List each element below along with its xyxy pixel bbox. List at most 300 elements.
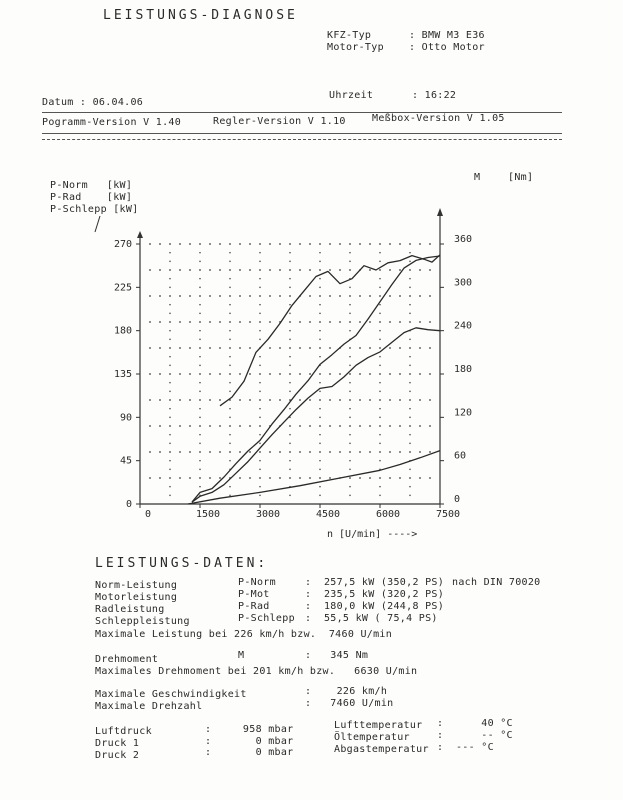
grid-dot xyxy=(349,373,351,375)
grid-dot xyxy=(209,425,211,427)
grid-dot xyxy=(379,443,381,445)
grid-dot xyxy=(219,451,221,453)
grid-dot xyxy=(429,373,431,375)
grid-dot xyxy=(259,269,261,271)
grid-dot xyxy=(379,321,381,323)
grid-dot xyxy=(299,269,301,271)
grid-dot xyxy=(309,477,311,479)
grid-dot xyxy=(179,399,181,401)
grid-dot xyxy=(389,295,391,297)
daten-row-val: : 180,0 kW (244,8 PS) xyxy=(305,601,445,612)
grid-dot xyxy=(319,356,321,358)
grid-dot xyxy=(249,425,251,427)
grid-dot xyxy=(409,495,411,497)
grid-dot xyxy=(209,477,211,479)
grid-dot xyxy=(149,477,151,479)
grid-dot xyxy=(149,425,151,427)
max-drehzahl-value: : 7460 U/min xyxy=(305,698,394,709)
grid-dot xyxy=(409,443,411,445)
grid-dot xyxy=(189,451,191,453)
grid-dot xyxy=(319,347,321,349)
grid-dot xyxy=(229,408,231,410)
max-drehmoment: Maximales Drehmoment bei 201 km/h bzw. 6630 U/min xyxy=(95,666,418,677)
grid-dot xyxy=(349,365,351,367)
grid-dot xyxy=(289,434,291,436)
grid-dot xyxy=(379,356,381,358)
grid-dot xyxy=(169,261,171,263)
grid-dot xyxy=(209,373,211,375)
grid-dot xyxy=(409,252,411,254)
grid-dot xyxy=(259,304,261,306)
grid-dot xyxy=(149,451,151,453)
grid-dot xyxy=(379,373,381,375)
grid-dot xyxy=(199,252,201,254)
grid-dot xyxy=(349,451,351,453)
grid-dot xyxy=(349,477,351,479)
y-left-tick-label: 270 xyxy=(113,239,132,250)
grid-dot xyxy=(419,269,421,271)
grid-dot xyxy=(309,269,311,271)
legend-p-rad: P-Rad [kW] xyxy=(50,192,133,203)
grid-dot xyxy=(259,434,261,436)
grid-dot xyxy=(429,243,431,245)
abgastemp-value: : --- °C xyxy=(437,742,494,753)
grid-dot xyxy=(199,460,201,462)
grid-dot xyxy=(229,373,231,375)
grid-dot xyxy=(169,495,171,497)
grid-dot xyxy=(259,417,261,419)
grid-dot xyxy=(419,321,421,323)
grid-dot xyxy=(169,460,171,462)
grid-dot xyxy=(269,373,271,375)
grid-dot xyxy=(409,295,411,297)
grid-dot xyxy=(429,321,431,323)
grid-dot xyxy=(199,365,201,367)
grid-dot xyxy=(269,477,271,479)
grid-dot xyxy=(369,269,371,271)
grid-dot xyxy=(189,269,191,271)
grid-dot xyxy=(319,477,321,479)
grid-dot xyxy=(229,287,231,289)
grid-dot xyxy=(159,451,161,453)
grid-dot xyxy=(379,425,381,427)
grid-dot xyxy=(169,417,171,419)
grid-dot xyxy=(349,269,351,271)
grid-dot xyxy=(159,425,161,427)
grid-dot xyxy=(349,460,351,462)
legend-p-norm: P-Norm [kW] xyxy=(50,180,133,191)
grid-dot xyxy=(429,399,431,401)
motor-label: Motor-Typ xyxy=(327,42,384,53)
grid-dot xyxy=(329,373,331,375)
grid-dot xyxy=(319,460,321,462)
grid-dot xyxy=(409,399,411,401)
grid-dot xyxy=(229,365,231,367)
grid-dot xyxy=(259,408,261,410)
grid-dot xyxy=(169,399,171,401)
grid-dot xyxy=(269,295,271,297)
grid-dot xyxy=(169,373,171,375)
grid-dot xyxy=(169,356,171,358)
grid-dot xyxy=(289,443,291,445)
grid-dot xyxy=(199,477,201,479)
grid-dot xyxy=(359,321,361,323)
grid-dot xyxy=(339,425,341,427)
grid-dot xyxy=(199,287,201,289)
grid-dot xyxy=(359,425,361,427)
grid-dot xyxy=(389,269,391,271)
grid-dot xyxy=(259,443,261,445)
grid-dot xyxy=(159,321,161,323)
grid-dot xyxy=(289,365,291,367)
grid-dot xyxy=(219,425,221,427)
grid-dot xyxy=(299,373,301,375)
grid-dot xyxy=(309,451,311,453)
grid-dot xyxy=(379,365,381,367)
x-tick-label: 4500 xyxy=(315,509,341,520)
grid-dot xyxy=(199,391,201,393)
grid-dot xyxy=(419,477,421,479)
grid-dot xyxy=(169,252,171,254)
grid-dot xyxy=(269,399,271,401)
grid-dot xyxy=(239,373,241,375)
grid-dot xyxy=(169,278,171,280)
grid-dot xyxy=(419,373,421,375)
daten-title: LEISTUNGS-DATEN: xyxy=(95,556,269,571)
grid-dot xyxy=(259,330,261,332)
grid-dot xyxy=(259,313,261,315)
datum: Datum : 06.04.06 xyxy=(42,97,144,108)
grid-dot xyxy=(409,434,411,436)
oeltemp-label: Öltemperatur xyxy=(334,732,410,743)
grid-dot xyxy=(409,304,411,306)
grid-dot xyxy=(259,460,261,462)
grid-dot xyxy=(349,313,351,315)
grid-dot xyxy=(179,321,181,323)
grid-dot xyxy=(189,243,191,245)
grid-dot xyxy=(329,321,331,323)
grid-dot xyxy=(349,382,351,384)
grid-dot xyxy=(319,391,321,393)
grid-dot xyxy=(229,313,231,315)
uhrzeit-value: : 16:22 xyxy=(412,90,457,101)
grid-dot xyxy=(369,373,371,375)
grid-dot xyxy=(319,443,321,445)
y-right-tick-label: 300 xyxy=(454,277,473,289)
grid-dot xyxy=(289,495,291,497)
y-right-tick-label: 0 xyxy=(454,494,461,505)
grid-dot xyxy=(179,269,181,271)
grid-dot xyxy=(199,304,201,306)
grid-dot xyxy=(259,477,261,479)
grid-dot xyxy=(269,321,271,323)
grid-dot xyxy=(359,243,361,245)
grid-dot xyxy=(259,469,261,471)
grid-dot xyxy=(399,347,401,349)
grid-dot xyxy=(169,330,171,332)
grid-dot xyxy=(379,330,381,332)
grid-dot xyxy=(409,451,411,453)
grid-dot xyxy=(159,477,161,479)
grid-dot xyxy=(159,399,161,401)
kfz-label: KFZ-Typ xyxy=(327,30,372,41)
daten-row-val: : 257,5 kW (350,2 PS) xyxy=(305,577,445,588)
grid-dot xyxy=(399,321,401,323)
grid-dot xyxy=(149,321,151,323)
grid-dot xyxy=(149,269,151,271)
grid-dot xyxy=(179,243,181,245)
grid-dot xyxy=(249,321,251,323)
grid-dot xyxy=(329,347,331,349)
grid-dot xyxy=(339,399,341,401)
grid-dot xyxy=(409,269,411,271)
grid-dot xyxy=(369,451,371,453)
grid-dot xyxy=(199,469,201,471)
y-right-tick-label: 360 xyxy=(454,234,473,245)
grid-dot xyxy=(429,477,431,479)
grid-dot xyxy=(379,304,381,306)
grid-dot xyxy=(169,269,171,271)
grid-dot xyxy=(399,425,401,427)
grid-dot xyxy=(169,469,171,471)
grid-dot xyxy=(369,347,371,349)
y-left-tick-label: 90 xyxy=(119,412,132,424)
grid-dot xyxy=(379,287,381,289)
grid-dot xyxy=(319,243,321,245)
grid-dot xyxy=(319,304,321,306)
grid-dot xyxy=(219,321,221,323)
grid-dot xyxy=(279,295,281,297)
grid-dot xyxy=(229,434,231,436)
grid-dot xyxy=(249,451,251,453)
grid-dot xyxy=(329,451,331,453)
grid-dot xyxy=(199,417,201,419)
grid-dot xyxy=(389,477,391,479)
x-tick-label: 0 xyxy=(144,509,152,520)
y-left-tick-label: 225 xyxy=(113,282,132,294)
grid-dot xyxy=(379,243,381,245)
grid-dot xyxy=(309,321,311,323)
grid-dot xyxy=(199,347,201,349)
grid-dot xyxy=(299,451,301,453)
grid-dot xyxy=(289,425,291,427)
grid-dot xyxy=(279,243,281,245)
grid-dot xyxy=(349,391,351,393)
grid-dot xyxy=(289,304,291,306)
grid-dot xyxy=(279,347,281,349)
drehmoment-label: Drehmoment xyxy=(95,654,159,665)
y-axis-right-arrow xyxy=(437,208,443,216)
grid-dot xyxy=(329,269,331,271)
grid-dot xyxy=(329,295,331,297)
grid-dot xyxy=(349,425,351,427)
grid-dot xyxy=(199,451,201,453)
grid-dot xyxy=(389,451,391,453)
grid-dot xyxy=(219,269,221,271)
program-version: Pogramm-Version V 1.40 xyxy=(42,117,182,128)
grid-dot xyxy=(209,295,211,297)
grid-dot xyxy=(339,269,341,271)
grid-dot xyxy=(239,321,241,323)
grid-dot xyxy=(349,417,351,419)
grid-dot xyxy=(239,451,241,453)
grid-dot xyxy=(229,330,231,332)
grid-dot xyxy=(309,425,311,427)
grid-dot xyxy=(409,261,411,263)
grid-dot xyxy=(429,425,431,427)
report-title: LEISTUNGS-DIAGNOSE xyxy=(103,8,298,23)
grid-dot xyxy=(399,399,401,401)
grid-dot xyxy=(229,356,231,358)
grid-dot xyxy=(239,295,241,297)
max-geschw-value: : 226 km/h xyxy=(305,686,388,697)
grid-dot xyxy=(259,278,261,280)
grid-dot xyxy=(179,425,181,427)
grid-dot xyxy=(229,391,231,393)
legend-m: M xyxy=(474,172,481,183)
druck2-value: : 0 mbar xyxy=(205,747,294,758)
grid-dot xyxy=(379,347,381,349)
grid-dot xyxy=(319,486,321,488)
grid-dot xyxy=(319,425,321,427)
grid-dot xyxy=(409,469,411,471)
grid-dot xyxy=(379,417,381,419)
grid-dot xyxy=(169,321,171,323)
grid-dot xyxy=(409,356,411,358)
grid-dot xyxy=(199,261,201,263)
grid-dot xyxy=(409,287,411,289)
grid-dot xyxy=(319,321,321,323)
grid-dot xyxy=(409,339,411,341)
grid-dot xyxy=(189,321,191,323)
kfz-value: : BMW M3 E36 xyxy=(409,30,485,41)
grid-dot xyxy=(289,347,291,349)
grid-dot xyxy=(419,451,421,453)
abgastemp-label: Abgastemperatur xyxy=(334,744,429,755)
grid-dot xyxy=(289,460,291,462)
grid-dot xyxy=(149,347,151,349)
grid-dot xyxy=(349,304,351,306)
y-right-tick-label: 240 xyxy=(454,320,473,332)
grid-dot xyxy=(319,278,321,280)
grid-dot xyxy=(319,252,321,254)
grid-dot xyxy=(379,460,381,462)
drehmoment-symbol: M xyxy=(238,650,245,661)
series-line-m xyxy=(220,255,440,406)
grid-dot xyxy=(349,261,351,263)
druck2-label: Druck 2 xyxy=(95,750,140,761)
grid-dot xyxy=(169,304,171,306)
daten-row-label: Motorleistung xyxy=(95,592,178,603)
grid-dot xyxy=(189,399,191,401)
grid-dot xyxy=(289,243,291,245)
daten-row-val: : 55,5 kW ( 75,4 PS) xyxy=(305,613,438,624)
grid-dot xyxy=(199,269,201,271)
grid-dot xyxy=(379,382,381,384)
grid-dot xyxy=(409,278,411,280)
grid-dot xyxy=(199,243,201,245)
grid-dot xyxy=(239,347,241,349)
motor-value: : Otto Motor xyxy=(409,42,485,53)
grid-dot xyxy=(289,261,291,263)
daten-row-val: : 235,5 kW (320,2 PS) xyxy=(305,589,445,600)
luftdruck-label: Luftdruck xyxy=(95,726,152,737)
grid-dot xyxy=(419,243,421,245)
grid-dot xyxy=(219,295,221,297)
grid-dot xyxy=(319,451,321,453)
y-right-tick-label: 60 xyxy=(454,450,467,462)
grid-dot xyxy=(269,269,271,271)
grid-dot xyxy=(389,321,391,323)
grid-dot xyxy=(259,339,261,341)
grid-dot xyxy=(349,347,351,349)
grid-dot xyxy=(209,243,211,245)
grid-dot xyxy=(219,347,221,349)
grid-dot xyxy=(409,408,411,410)
grid-dot xyxy=(319,339,321,341)
series-line-p-norm xyxy=(192,256,440,502)
grid-dot xyxy=(289,295,291,297)
grid-dot xyxy=(229,261,231,263)
y-left-tick-label: 180 xyxy=(113,325,132,337)
grid-dot xyxy=(409,243,411,245)
grid-dot xyxy=(209,347,211,349)
grid-dot xyxy=(199,399,201,401)
grid-dot xyxy=(199,443,201,445)
grid-dot xyxy=(379,391,381,393)
grid-dot xyxy=(349,486,351,488)
grid-dot xyxy=(299,347,301,349)
grid-dot xyxy=(179,295,181,297)
grid-dot xyxy=(259,451,261,453)
grid-dot xyxy=(289,382,291,384)
grid-dot xyxy=(229,269,231,271)
grid-dot xyxy=(199,339,201,341)
grid-dot xyxy=(399,295,401,297)
grid-dot xyxy=(379,434,381,436)
grid-dot xyxy=(319,417,321,419)
grid-dot xyxy=(289,469,291,471)
y-left-tick-label: 0 xyxy=(125,499,132,510)
grid-dot xyxy=(249,295,251,297)
series-line-p-rad xyxy=(192,328,440,502)
grid-dot xyxy=(169,295,171,297)
grid-dot xyxy=(289,278,291,280)
grid-dot xyxy=(309,399,311,401)
grid-dot xyxy=(149,243,151,245)
grid-dot xyxy=(199,321,201,323)
grid-dot xyxy=(239,269,241,271)
grid-dot xyxy=(229,460,231,462)
grid-dot xyxy=(229,295,231,297)
x-axis-label: n [U/min] ----> xyxy=(327,529,418,540)
grid-dot xyxy=(159,373,161,375)
grid-dot xyxy=(379,451,381,453)
grid-dot xyxy=(349,252,351,254)
y-right-tick-label: 120 xyxy=(454,407,473,419)
grid-dot xyxy=(169,434,171,436)
x-tick-label: 1500 xyxy=(195,509,221,520)
grid-dot xyxy=(349,469,351,471)
grid-dot xyxy=(209,321,211,323)
grid-dot xyxy=(339,321,341,323)
y-left-tick-label: 45 xyxy=(119,455,132,467)
grid-dot xyxy=(199,295,201,297)
grid-dot xyxy=(349,321,351,323)
grid-dot xyxy=(269,451,271,453)
grid-dot xyxy=(309,373,311,375)
lufttemp-value: : 40 °C xyxy=(437,718,513,729)
